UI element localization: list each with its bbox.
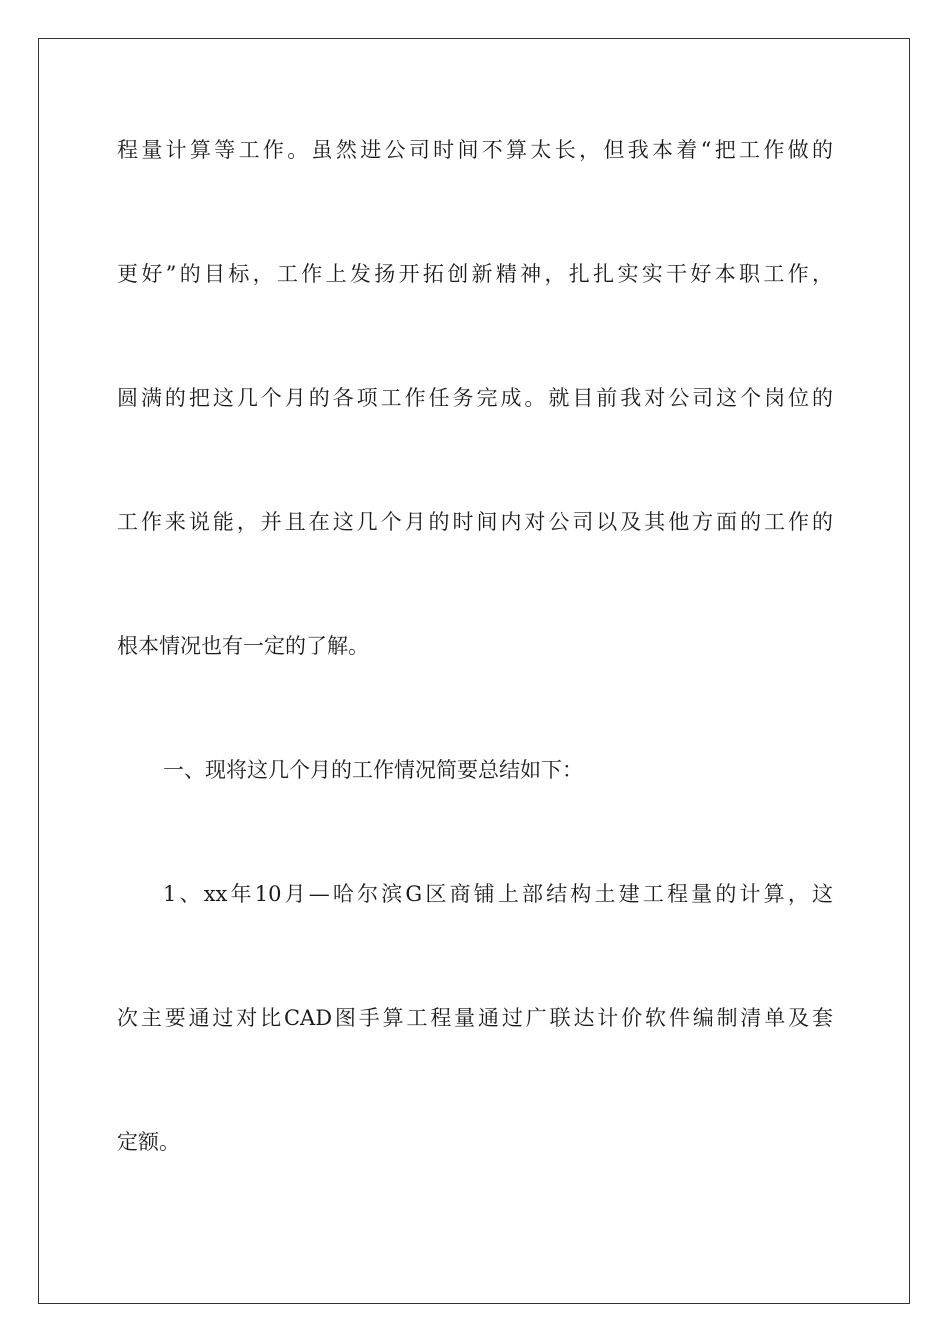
body-text-line-5: 根本情况也有一定的了解。 xyxy=(117,634,369,658)
body-text-line-3: 圆满的把这几个月的各项工作任务完成。就目前我对公司这个岗位的 xyxy=(117,386,833,410)
section-heading: 一、现将这几个月的工作情况简要总结如下： xyxy=(163,758,583,782)
page-border xyxy=(38,38,910,1304)
body-text-line-4: 工作来说能，并且在这几个月的时间内对公司以及其他方面的工作的 xyxy=(117,510,833,534)
list-item-1-line-2: 次主要通过对比CAD图手算工程量通过广联达计价软件编制清单及套 xyxy=(117,1006,833,1030)
body-text-line-1: 程量计算等工作。虽然进公司时间不算太长，但我本着“把工作做的 xyxy=(117,138,833,162)
list-item-1-line-1: 1、xx年10月—哈尔滨G区商铺上部结构土建工程量的计算，这 xyxy=(163,882,833,906)
list-item-1-line-3: 定额。 xyxy=(117,1130,180,1154)
body-text-line-2: 更好”的目标，工作上发扬开拓创新精神，扎扎实实干好本职工作， xyxy=(117,262,833,286)
